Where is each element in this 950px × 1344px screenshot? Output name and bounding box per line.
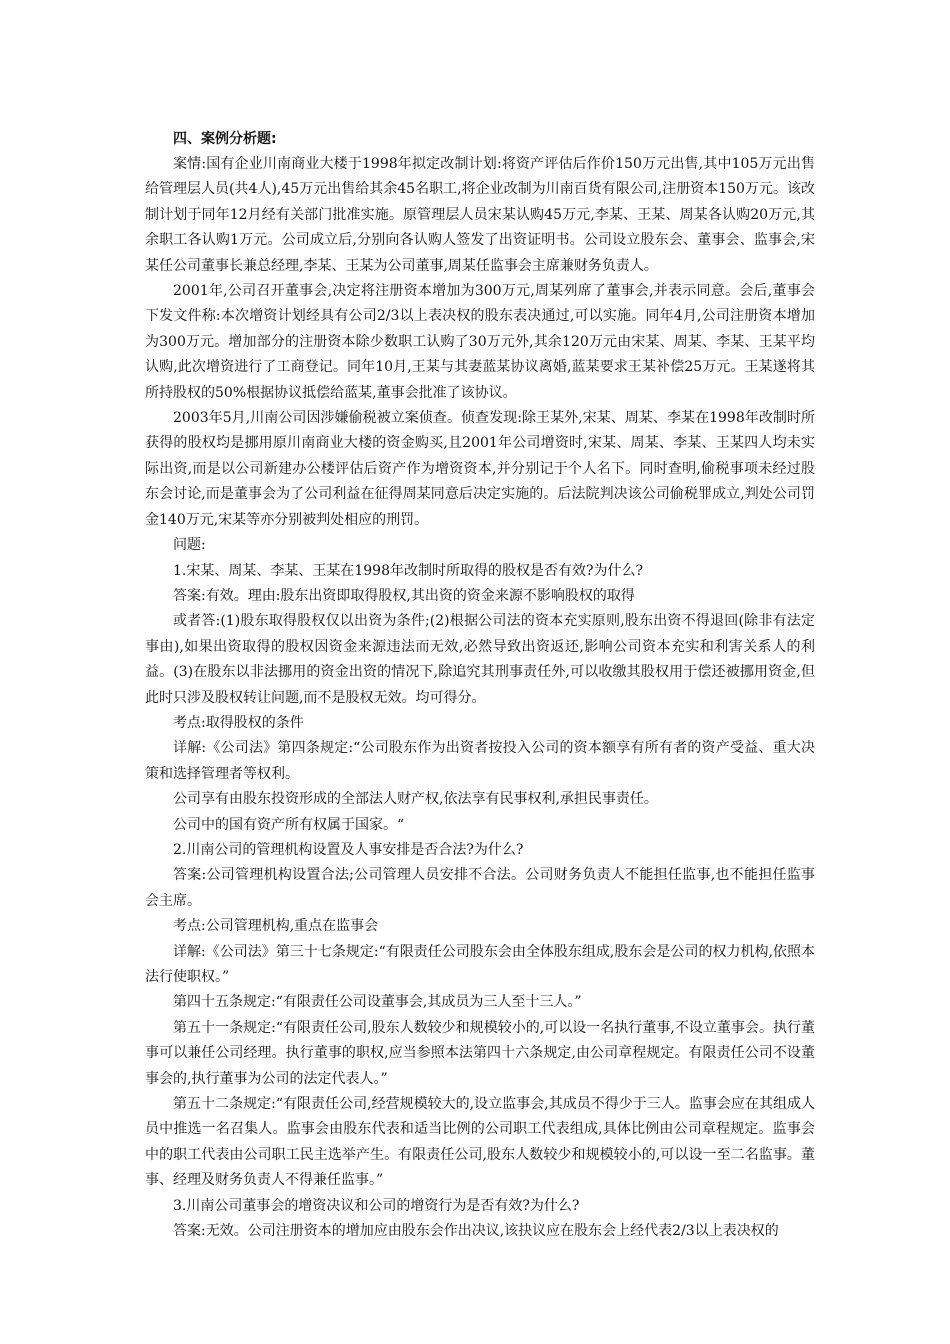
alternative-answer-1: 或者答:(1)股东取得股权仅以出资为条件;(2)根据公司法的资本充实原则,股东出资不得退回(除非有法定事由),如果出资取得的股权因资金来源违法而无效,必然导致出资返还,影响公司资本充实和利害关系人的利益。(3)在股东以非法挪用的资金出资的情况下,除追究其刑事责任外,可以收缴其股权用于偿还被挪用资金,但此时只涉及股权转让问题,而不是股权无效。均可得分。: [145, 613, 815, 706]
explanation-2: 详解:《公司法》第三十七条规定:“有限责任公司股东会由全体股东组成,股东会是公司的权力机构,依照本法行使职权。”: [145, 943, 815, 985]
question-1: 1.宋某、周某、李某、王某在1998年改制时所取得的股权是否有效?为什么?: [173, 562, 643, 579]
case-paragraph: 2001年,公司召开董事会,决定将注册资本增加为300万元,周某列席了董事会,并表示同意。会后,董事会下发文件称:本次增资计划经具有公司2/3以上表决权的股东表决通过,可以实施。同年4月,公司注册资本增加为300万元。增加部分的注册资本除少数职工认购了30万元外,其余120万元由宋某、周某、李某、王某平均认购,此次增资进行了工商登记。同年10月,王某与其妻蓝某协议离婚,蓝某要求王某补偿25万元。王某遂将其所持股权的50%根据协议抵偿给蓝某,董事会批准了该协议。: [145, 283, 815, 401]
key-point-2: 考点:公司管理机构,重点在监事会: [173, 918, 379, 935]
case-paragraph: 2003年5月,川南公司因涉嫌偷税被立案侦查。侦查发现:除王某外,宋某、周某、李某在1998年改制时所获得的股权均是挪用原川南商业大楼的资金购买,且2001年公司增资时,宋某、周某、李某、王某四人均未实际出资,而是以公司新建办公楼评估后资产作为增资资本,并分别记于个人名下。同时查明,偷税事项未经过股东会讨论,而是董事会为了公司利益在征得周某同意后决定实施的。后法院判决该公司偷税罪成立,判处公司罚金140万元,宋某等亦分别被判处相应的刑罚。: [145, 410, 815, 528]
explanation-2-cont: 第四十五条规定:“有限责任公司设董事会,其成员为三人至十三人。”: [173, 994, 582, 1011]
case-paragraph: 案情:国有企业川南商业大楼于1998年拟定改制计划:将资产评估后作价150万元出售,其中105万元出售给管理层人员(共4人),45万元出售给其余45名职工,将企业改制为川南百货有限公司,注册资本150万元。该改制计划于同年12月经有关部门批准实施。原管理层人员宋某认购45万元,李某、王某、周某各认购20万元,其余职工各认购1万元。公司成立后,分别向各认购人签发了出资证明书。公司设立股东会、董事会、监事会,宋某任公司董事长兼总经理,李某、王某为公司董事,周某任监事会主席兼财务负责人。: [145, 156, 815, 274]
explanation-1: 详解:《公司法》第四条规定:“公司股东作为出资者按投入公司的资本额享有所有者的资产受益、重大决策和选择管理者等权利。: [145, 740, 815, 782]
document-page: [145, 127, 815, 1244]
explanation-2-cont: 第五十二条规定:“有限责任公司,经营规模较大的,设立监事会,其成员不得少于三人。监事会应在其组成人员中推选一名召集人。监事会由股东代表和适当比例的公司职工代表组成,具体比例由公司章程规定。监事会中的职工代表由公司职工民主选举产生。有限责任公司,股东人数较少和规模较小的,可以设一至二名监事。董事、经理及财务负责人不得兼任监事。”: [145, 1096, 815, 1189]
explanation-1-cont: 公司享有由股东投资形成的全部法人财产权,依法享有民事权利,承担民事责任。: [173, 791, 658, 808]
question-2: 2.川南公司的管理机构设置及人事安排是否合法?为什么?: [173, 841, 524, 858]
answer-3: 答案:无效。公司注册资本的增加应由股东会作出决议,该抉议应在股东会上经代表2/3以上表决权的: [173, 1223, 779, 1240]
answer-1: 答案:有效。理由:股东出资即取得股权,其出资的资金来源不影响股权的取得: [173, 587, 635, 604]
section-title: 四、案例分析题:: [173, 131, 277, 147]
explanation-1-cont: 公司中的国有资产所有权属于国家。“: [173, 816, 405, 833]
question-3: 3.川南公司董事会的增资决议和公司的增资行为是否有效?为什么?: [173, 1197, 580, 1214]
explanation-2-cont: 第五十一条规定:“有限责任公司,股东人数较少和规模较小的,可以设一名执行董事,不设立董事会。执行董事可以兼任公司经理。执行董事的职权,应当参照本法第四十六条规定,由公司章程规定。有限责任公司不设董事会的,执行董事为公司的法定代表人。”: [145, 1019, 815, 1087]
answer-2: 答案:公司管理机构设置合法;公司管理人员安排不合法。公司财务负责人不能担任监事,也不能担任监事会主席。: [145, 867, 815, 909]
key-point-1: 考点:取得股权的条件: [173, 714, 304, 731]
questions-label: 问题:: [173, 537, 206, 554]
